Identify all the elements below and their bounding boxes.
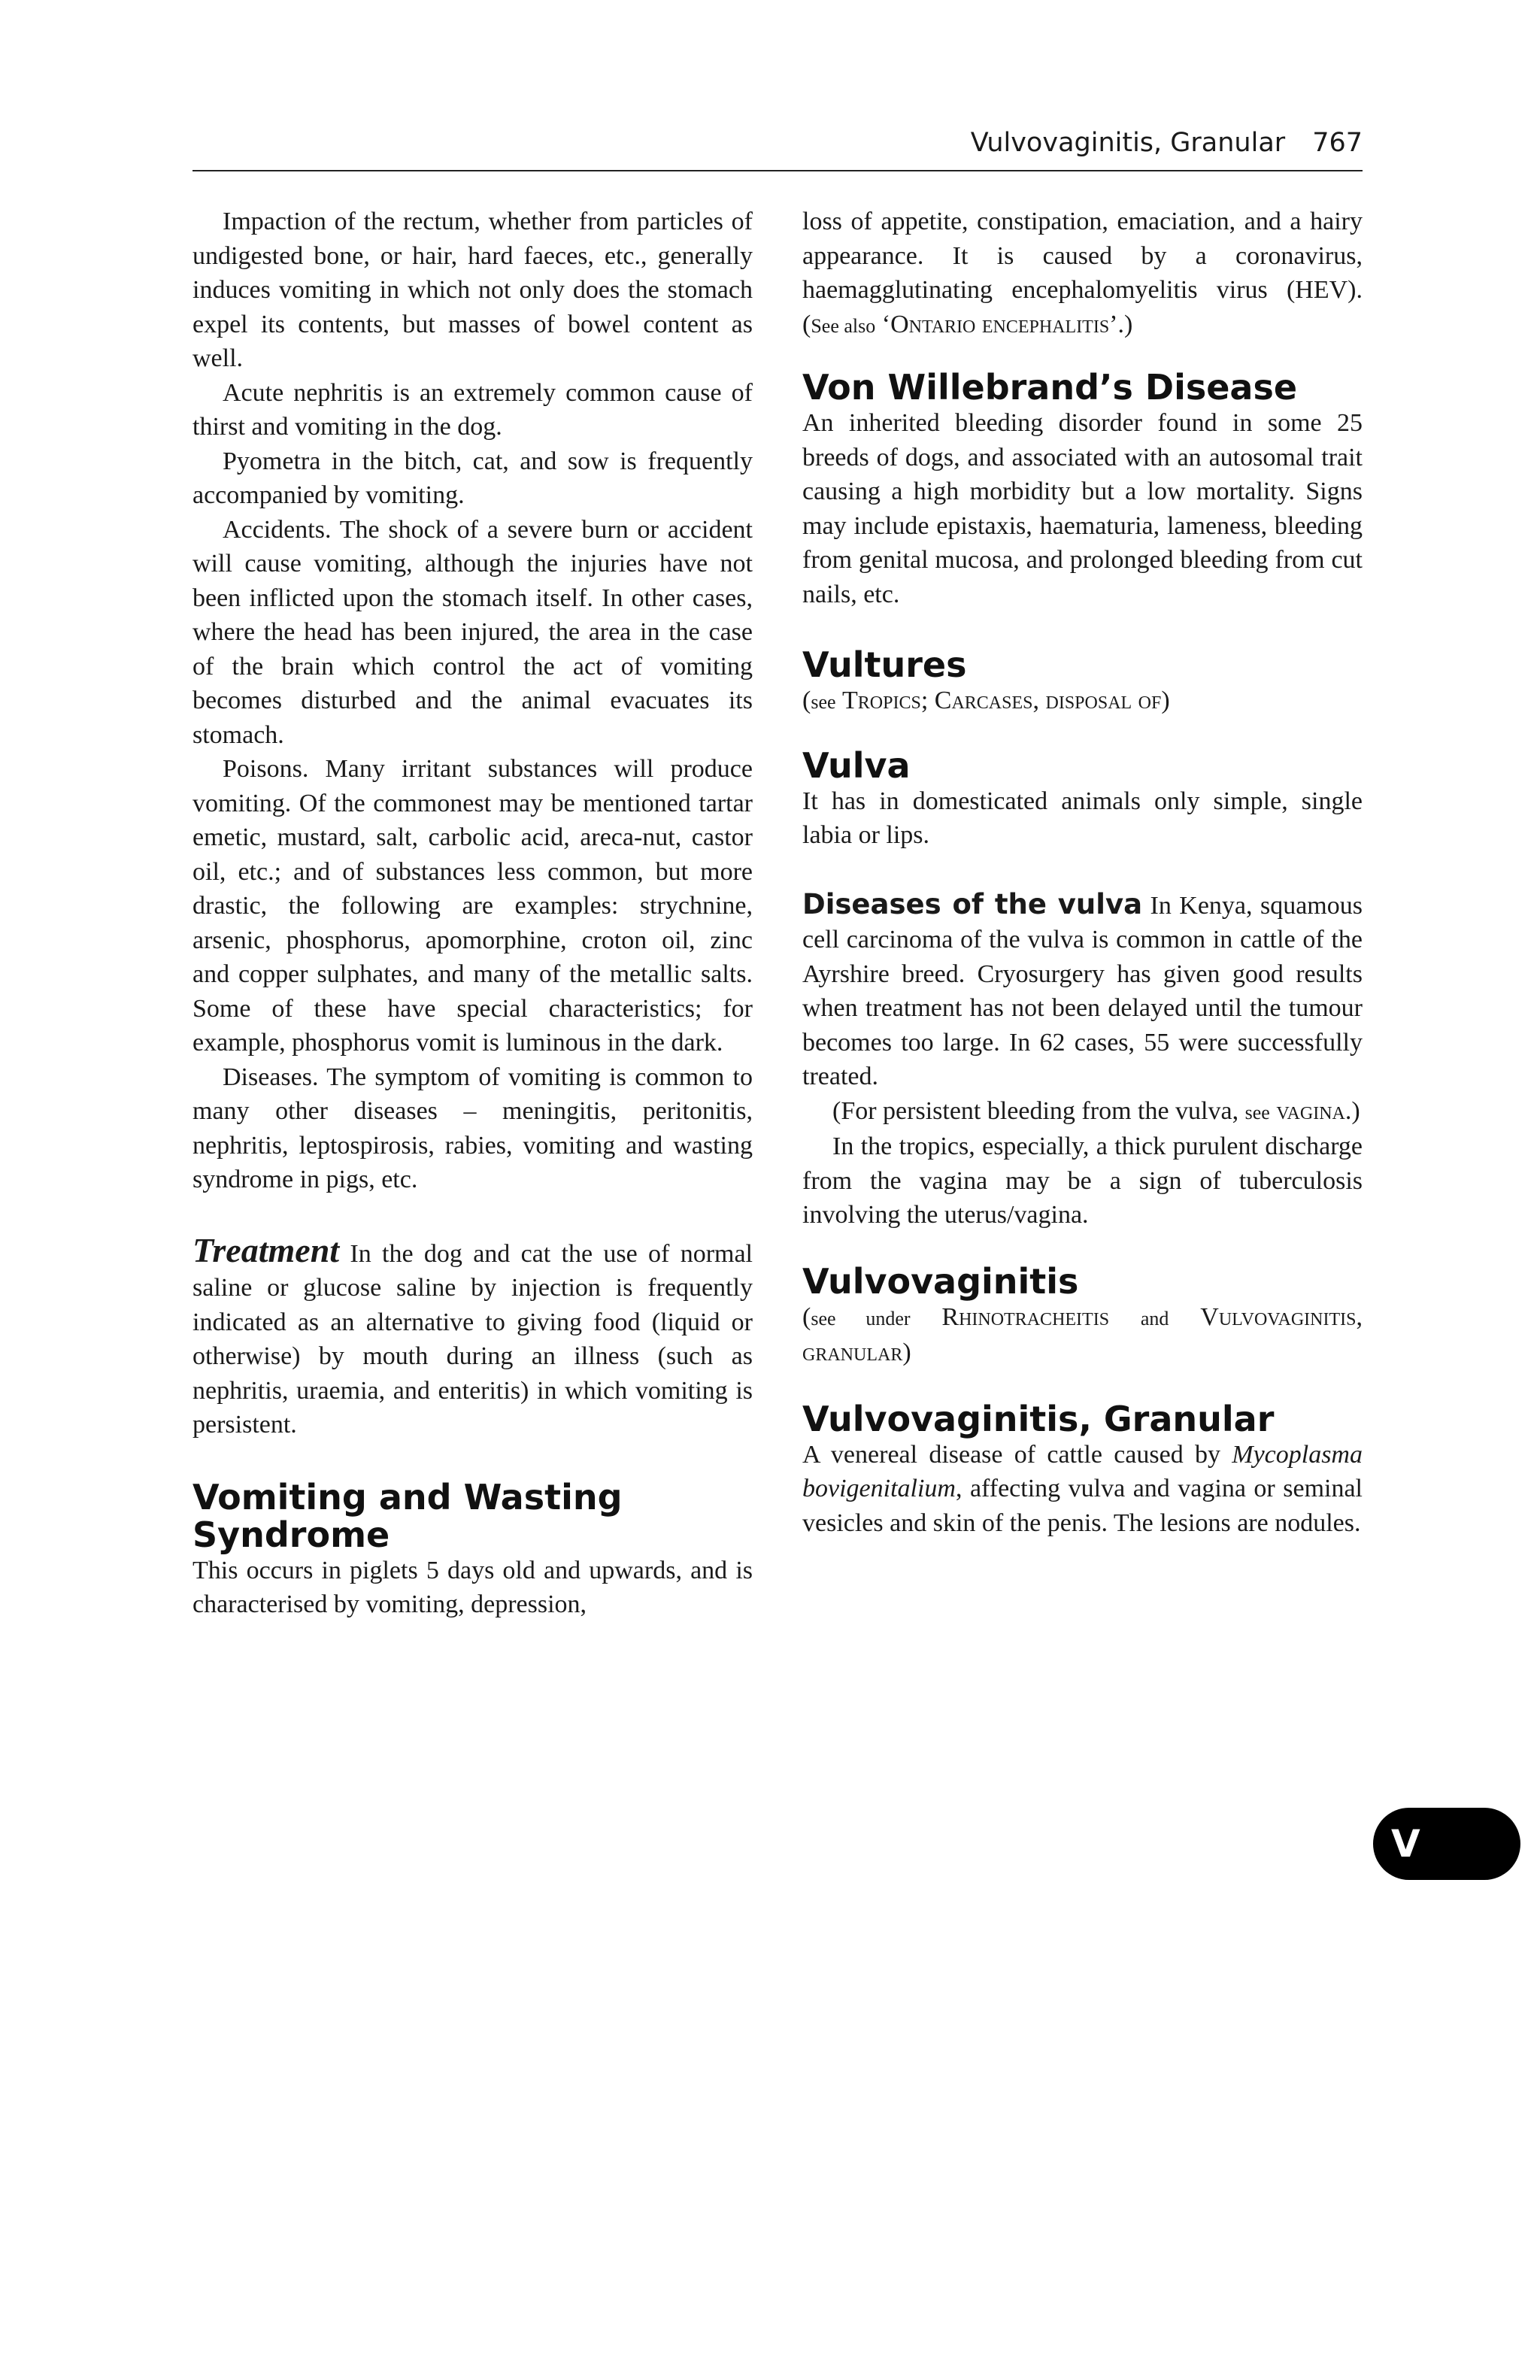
running-title: Vulvovaginitis, Granular [970,128,1286,158]
paragraph-nephritis: Acute nephritis is an extremely common cause of thirst and vomiting in the dog. [192,378,753,441]
heading-vomiting-wasting [192,1478,753,1554]
heading-vulvovaginitis-granular: Vulvovaginitis, Granular [802,1398,1275,1439]
paragraph-impaction: Impaction of the rectum, whether from particles of undigested bone, or hair, hard faeces, etc., generally induces vomiting in which not only does the stomach expel its contents, but masses of bowel content as well. [192,208,753,372]
paragraph-vulvovaginitis-granular: A venereal disease of cattle caused by Mycoplasma bovigenitalium, affecting vulva and vagina or seminal vesicles and skin of the penis. The lesions are nodules. [802,1440,1363,1537]
treatment-label: Treatment [192,1230,340,1269]
right-column [802,205,1363,1540]
header-rule [192,170,1363,171]
see-label: see [811,691,836,713]
cross-ref-vulvovaginitis-granular: Vulvovaginitis, granular [802,1302,1363,1366]
species-name: Mycoplasma bovigenitalium [802,1440,1363,1502]
heading-vultures: Vultures [802,644,967,685]
heading-vomiting-wasting-line1: Vomiting and Wasting [192,1476,623,1517]
paragraph-vulvovaginitis: (see under Rhinotracheitis and Vulvovaginitis, granular) [802,1302,1363,1366]
paragraph-pyometra: Pyometra in the bitch, cat, and sow is frequently accompanied by vomiting. [192,447,753,509]
heading-vomiting-wasting-line2: Syndrome [192,1514,390,1555]
page-number: 767 [1312,128,1363,158]
paragraph-vomiting-wasting: This occurs in piglets 5 days old and upwards, and is characterised by vomiting, depression, [192,1556,753,1618]
cross-ref-rhinotracheitis: Rhinotracheitis [941,1302,1110,1331]
paragraph-von-willebrand: An inherited bleeding disorder found in some 25 breeds of dogs, and associated with an autosomal trait causing a high morbidity but a low mortality. Signs may include epistaxis, haematuria, lameness, bleeding from genital mucosa, and prolonged bleeding from cut nails, etc. [802,409,1363,608]
thumb-tab-letter: V [1391,1822,1420,1866]
cross-ref-vagina: vagina [1276,1096,1345,1125]
paragraph-hev: loss of appetite, constipation, emaciation, and a hairy appearance. It is caused by a coronavirus, haemagglutinating encephalomyelitis virus (HEV). (See also ‘Ontario encephalitis’.) [802,208,1363,338]
paragraph-vultures: (see Tropics; Carcases, disposal of) [802,687,1170,714]
heading-vulva: Vulva [802,744,911,786]
paragraph-diseases: Diseases. The symptom of vomiting is common to many other diseases – meningitis, peritonitis, nephritis, leptospirosis, rabies, vomiting and wasting syndrome in pigs, etc. [192,1063,753,1193]
thumb-tab [1373,1808,1520,1880]
running-head [192,126,1363,159]
paragraph-vulva: It has in domesticated animals only simple, single labia or lips. [802,787,1363,849]
subheading-diseases-vulva: Diseases of the vulva [802,887,1143,920]
paragraph-tropics: In the tropics, especially, a thick purulent discharge from the vagina may be a sign of tuberculosis involving the uterus/vagina. [802,1132,1363,1229]
paragraph-accidents: Accidents. The shock of a severe burn or accident will cause vomiting, although the injuries have not been inflicted upon the stomach itself. In other cases, where the head has been injured, the area in the case of the brain which control the act of vomiting becomes disturbed and the animal evacuates its stomach. [192,515,753,749]
heading-vulvovaginitis: Vulvovaginitis [802,1260,1079,1302]
left-column [192,205,753,1622]
heading-von-willebrand: Von Willebrand’s Disease [802,367,1298,408]
paragraph-poisons: Poisons. Many irritant substances will produce vomiting. Of the commonest may be mentioned tartar emetic, mustard, salt, carbolic acid, areca-nut, castor oil, etc.; and of substances less common, but more drastic, the following are examples: strychnine, arsenic, phosphorus, apomorphine, croton oil, zinc and copper sulphates, and many of the metallic salts. Some of these have special characteristics; for example, phosphorus vomit is luminous in the dark. [192,755,753,1057]
paragraph-treatment [192,1230,753,1442]
paragraph-persistent-bleeding: (For persistent bleeding from the vulva, see vagina.) [832,1096,1360,1125]
see-also: See also [811,314,876,337]
cross-ref-ontario: ‘Ontario encephalitis’ [881,310,1118,338]
cross-ref-tropics: Tropics; Carcases, disposal of [842,687,1162,714]
treatment-text: In the dog and cat the use of normal saline or glucose saline by injection is frequently indicated as an alternative to giving food (liquid or otherwise) by mouth during an illness (such as nephritis, uraemia, and enteritis) in which vomiting is persistent. [192,1239,753,1439]
paragraph-diseases-vulva: Diseases of the vulva In Kenya, squamous cell carcinoma of the vulva is common in cattle of the Ayrshire breed. Cryosurgery has given good results when treatment has not been delayed until the tumour becomes too large. In 62 cases, 55 were successfully treated. [802,887,1363,1090]
